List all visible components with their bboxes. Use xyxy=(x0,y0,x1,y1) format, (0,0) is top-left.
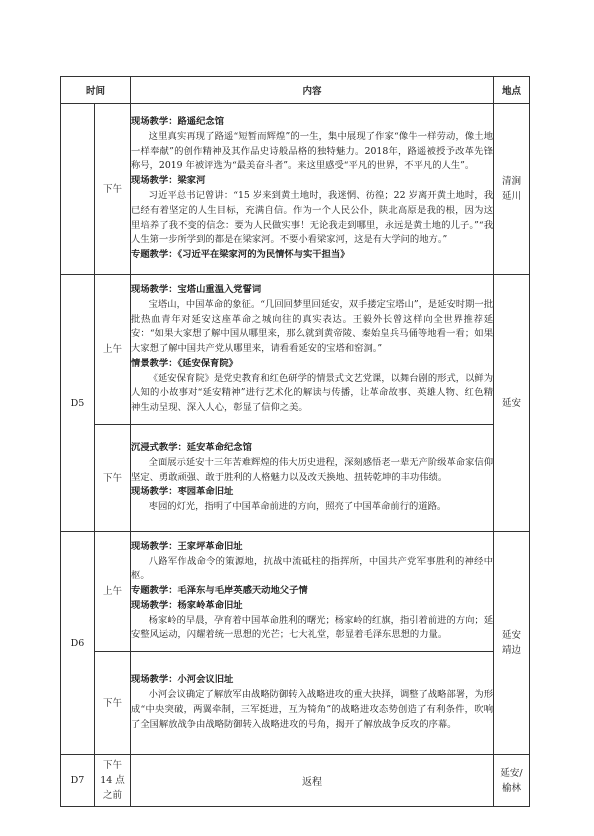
location-line: 延安/ xyxy=(500,767,523,779)
header-time: 时间 xyxy=(61,77,131,104)
time-line: 之前 xyxy=(103,790,123,801)
section-title: 现场教学：路遥纪念馆 xyxy=(131,116,224,128)
location-line: 榆林 xyxy=(502,782,522,794)
period-cell: 下午 xyxy=(95,104,131,275)
time-line: 下午 xyxy=(103,760,123,771)
section-title: 现场教学：枣园革命旧址 xyxy=(131,486,234,498)
content-cell xyxy=(131,104,494,275)
location-line: 清涧 xyxy=(502,176,522,187)
period-cell: 上午 xyxy=(95,532,131,652)
location-cell xyxy=(494,104,530,275)
section-title: 现场教学：小河会议旧址 xyxy=(131,674,234,686)
section-title: 现场教学：梁家河 xyxy=(131,175,206,187)
section-text: 这里真实再现了路遥“短暂而辉煌”的一生，集中展现了作家“像牛一样劳动，像土地一样奉献”的创作精神及其作品史诗般品格的独特魅力。2018年，路遥被授予改革先锋称号，2019 年被评选为“最美奋斗者”。来这里感受“平凡的世界，不平凡的人生”。 xyxy=(131,130,494,172)
section-text: 小河会议确定了解放军由战略防御转入战略进攻的重大抉择，调整了战略部署，为形成“中央突破，两翼牵制，三军挺进，互为犄角”的战略进攻态势创造了有利条件，吹响了全国解放战争由战略防御转入战略进攻的号角，揭开了解放战争反攻的序幕。 xyxy=(131,689,494,730)
content-cell xyxy=(131,425,494,532)
section-title: 情景教学：《延安保育院》 xyxy=(131,357,238,369)
location-line: 靖边 xyxy=(502,645,522,656)
section-title: 现场教学：宝塔山重温入党誓词 xyxy=(131,283,262,295)
location-cell xyxy=(494,755,530,807)
day-cell-empty xyxy=(61,104,95,275)
section-text: 宝塔山，中国革命的象征。“几回回梦里回延安，双手搂定宝塔山”，是延安时期一批批热血青年对延安这座革命之城向往的真实表达。王毅外长曾这样向全世界推荐延安：“如果大家想了解中国从哪里来，那么就到黄帝陵、秦始皇兵马俑等地看一看；如果大家想了解中国共产党从哪里来，请看看延安的宝塔和窑洞。” xyxy=(131,298,494,355)
content-cell xyxy=(131,652,494,755)
section-text: 枣园的灯光，指明了中国革命前进的方向，照亮了中国革命前行的道路。 xyxy=(148,501,447,513)
section-title: 专题教学：《习近平在梁家河的为民情怀与实干担当》 xyxy=(131,249,350,261)
section-title: 现场教学：王家坪革命旧址 xyxy=(131,540,243,552)
period-cell: 下午 xyxy=(95,652,131,755)
location-cell: 延安 xyxy=(494,275,530,532)
section-text: 八路军作战命令的策源地，抗战中流砥柱的指挥所，中国共产党军事胜利的神经中枢。 xyxy=(131,555,494,582)
section-title: 沉浸式教学：延安革命纪念馆 xyxy=(131,442,252,453)
section-text: 杨家岭的早晨，孕育着中国革命胜利的曙光；杨家岭的红旗，指引着前进的方向；延安整风运动，闪耀着统一思想的光芒；七大礼堂，彰显着毛泽东思想的力量。 xyxy=(131,614,494,641)
location-line: 延川 xyxy=(502,191,522,202)
time-line: 14 点 xyxy=(100,775,125,786)
section-text: 习近平总书记曾讲：“15 岁来到黄土地时，我迷惘、彷徨；22 岁离开黄土地时，我已经有着坚定的人生目标，充满自信。作为一个人民公仆，陕北高原是我的根，因为这里培养了我不变的信念：要为人民做实事！无论我走到哪里，永远是黄土地的儿子。”“我人生第一步所学到的都是在梁家河。不要小看梁家河，这是有大学问的地方。” xyxy=(131,190,494,246)
table-row xyxy=(61,532,530,652)
location-cell xyxy=(494,532,530,755)
day-cell: D7 xyxy=(61,755,95,807)
day-cell: D5 xyxy=(61,275,95,532)
section-text: 《延安保育院》是党史教育和红色研学的情景式文艺党课，以舞台剧的形式，以鲜为人知的小故事对“延安精神”进行艺术化的解读与传播，让革命故事、英雄人物、红色精神生动呈现、深入人心，彰显了信仰之美。 xyxy=(131,372,494,414)
section-text: 全面展示延安十三年苦难辉煌的伟大历史进程，深刻感悟老一辈无产阶级革命家信仰坚定、勇敢顽强、敢于胜利的人格魅力以及改天换地、扭转乾坤的丰功伟绩。 xyxy=(131,456,494,483)
table-row xyxy=(61,652,530,755)
content-cell-return: 返程 xyxy=(131,755,494,807)
period-cell xyxy=(95,755,131,807)
header-row xyxy=(61,77,530,104)
section-title: 现场教学：杨家岭革命旧址 xyxy=(131,599,243,611)
table-row xyxy=(61,425,530,532)
content-cell xyxy=(131,275,494,425)
location-line: 延安 xyxy=(502,630,522,641)
header-location: 地点 xyxy=(494,77,530,104)
section-title: 专题教学：毛泽东与毛岸英感天动地父子情 xyxy=(131,585,308,597)
table-row xyxy=(61,275,530,425)
period-cell: 上午 xyxy=(95,275,131,425)
table-row xyxy=(61,104,530,275)
header-content: 内容 xyxy=(131,77,494,104)
period-cell: 下午 xyxy=(95,425,131,532)
table-row xyxy=(61,755,530,807)
schedule-table xyxy=(60,76,530,807)
content-cell xyxy=(131,532,494,652)
day-cell: D6 xyxy=(61,532,95,755)
